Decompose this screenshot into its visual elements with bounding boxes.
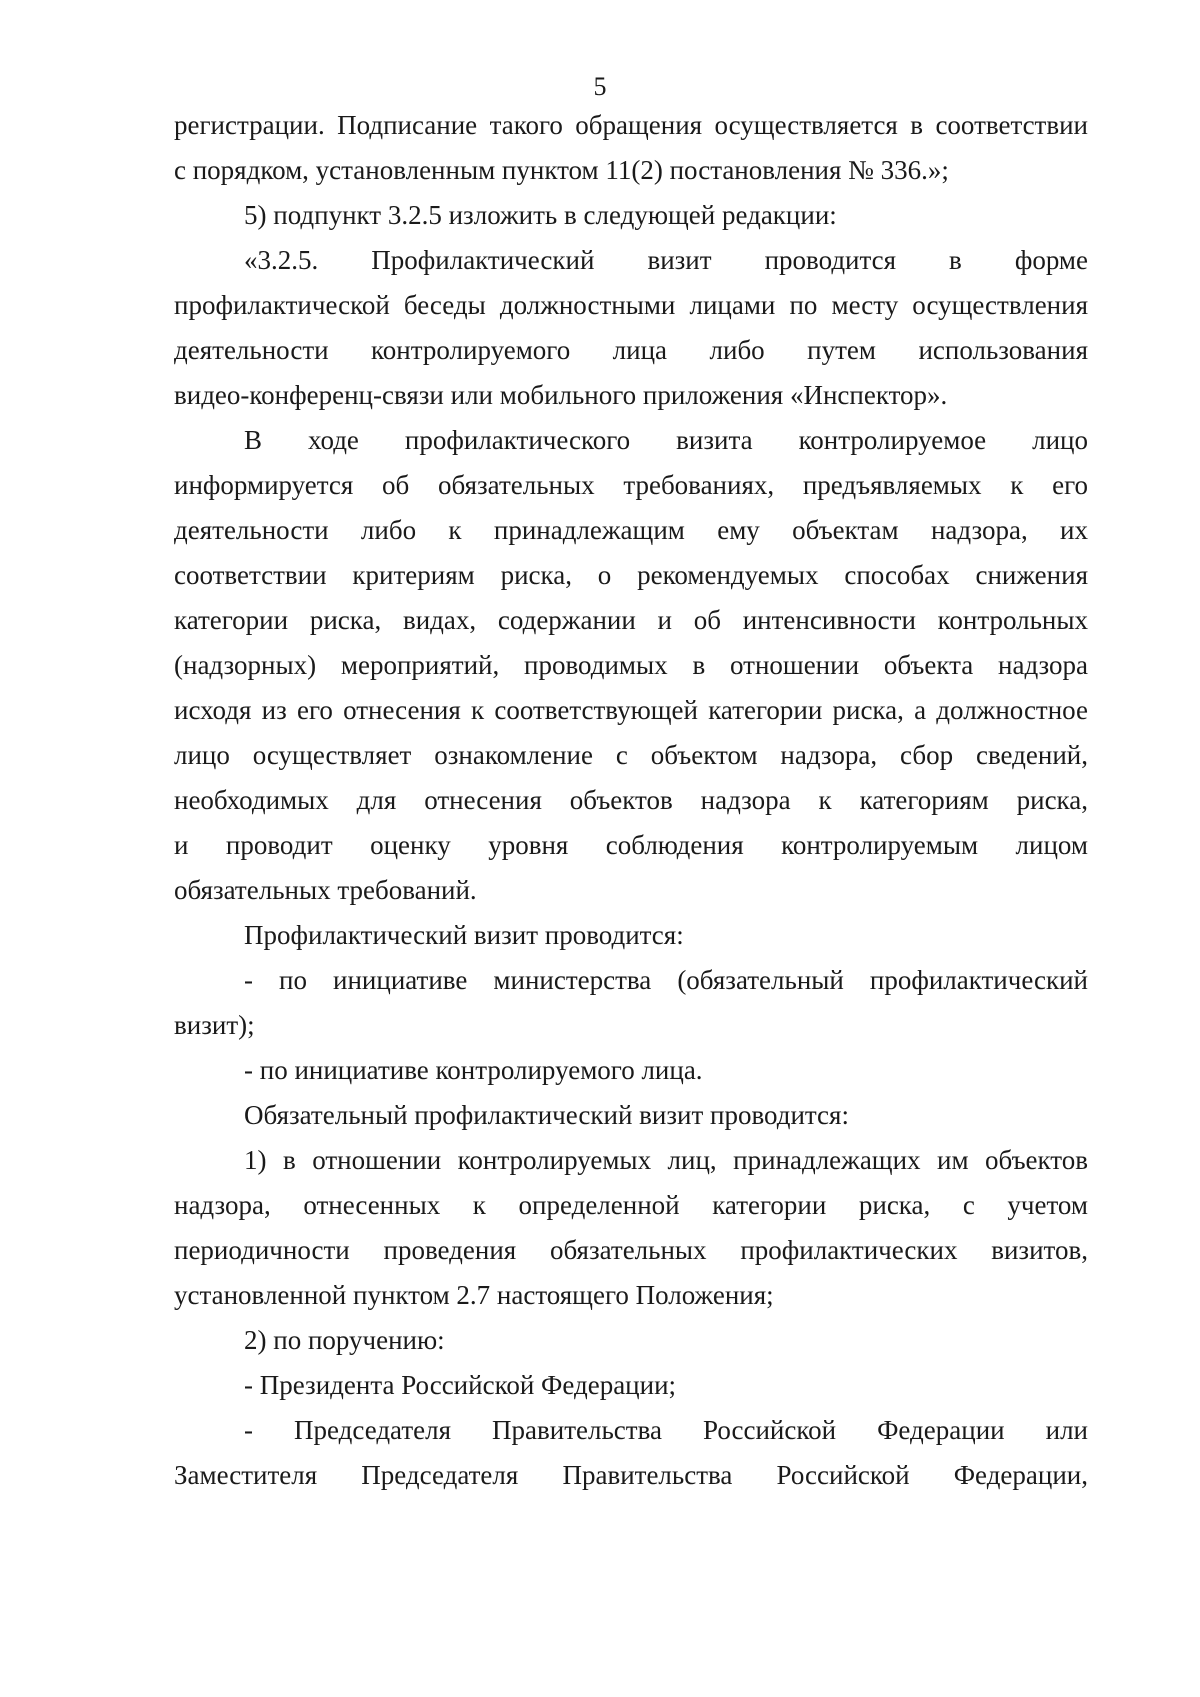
page-number: 5: [593, 72, 607, 101]
text-line: Профилактический визит проводится:: [244, 920, 684, 950]
text-line: Обязательный профилактический визит проводится:: [244, 1100, 849, 1130]
text-line: исходя из его отнесения к соответствующей категории риска, а должностное: [174, 695, 1088, 725]
text-line: необходимых для отнесения объектов надзора к категориям риска,: [174, 785, 1088, 815]
text-line: - по инициативе министерства (обязательный профилактический: [244, 965, 1088, 995]
text-line: «3.2.5. Профилактический визит проводится в форме: [244, 245, 1088, 275]
text-line: - Председателя Правительства Российской Федерации или: [244, 1415, 1088, 1445]
text-line: деятельности либо к принадлежащим ему объектам надзора, их: [174, 515, 1088, 545]
text-line: и проводит оценку уровня соблюдения контролируемым лицом: [174, 830, 1088, 860]
text-line: периодичности проведения обязательных профилактических визитов,: [174, 1235, 1088, 1265]
text-line: 2) по поручению:: [244, 1325, 445, 1355]
text-line: - Президента Российской Федерации;: [244, 1370, 677, 1400]
text-line: информируется об обязательных требованиях, предъявляемых к его: [174, 470, 1088, 500]
text-line: 1) в отношении контролируемых лиц, принадлежащих им объектов: [244, 1145, 1088, 1175]
text-line: лицо осуществляет ознакомление с объектом надзора, сбор сведений,: [174, 740, 1088, 770]
text-line: профилактической беседы должностными лицами по месту осуществления: [174, 290, 1088, 320]
text-line: В ходе профилактического визита контролируемое лицо: [244, 425, 1088, 455]
text-line: видео-конференц-связи или мобильного приложения «Инспектор».: [174, 380, 948, 410]
text-line: установленной пунктом 2.7 настоящего Положения;: [174, 1280, 774, 1310]
text-line: категории риска, видах, содержании и об интенсивности контрольных: [174, 605, 1088, 635]
text-line: надзора, отнесенных к определенной категории риска, с учетом: [174, 1190, 1088, 1220]
text-line: визит);: [174, 1010, 255, 1040]
text-line: Заместителя Председателя Правительства Российской Федерации,: [174, 1460, 1088, 1490]
text-line: обязательных требований.: [174, 875, 477, 905]
text-line: с порядком, установленным пунктом 11(2) постановления № 336.»;: [174, 155, 949, 185]
text-line: - по инициативе контролируемого лица.: [244, 1055, 703, 1085]
text-line: деятельности контролируемого лица либо путем использования: [174, 335, 1088, 365]
text-line: 5) подпункт 3.2.5 изложить в следующей редакции:: [244, 200, 837, 230]
text-line: (надзорных) мероприятий, проводимых в отношении объекта надзора: [174, 650, 1088, 680]
text-line: соответствии критериям риска, о рекомендуемых способах снижения: [174, 560, 1088, 590]
text-line: регистрации. Подписание такого обращения осуществляется в соответствии: [174, 110, 1088, 140]
